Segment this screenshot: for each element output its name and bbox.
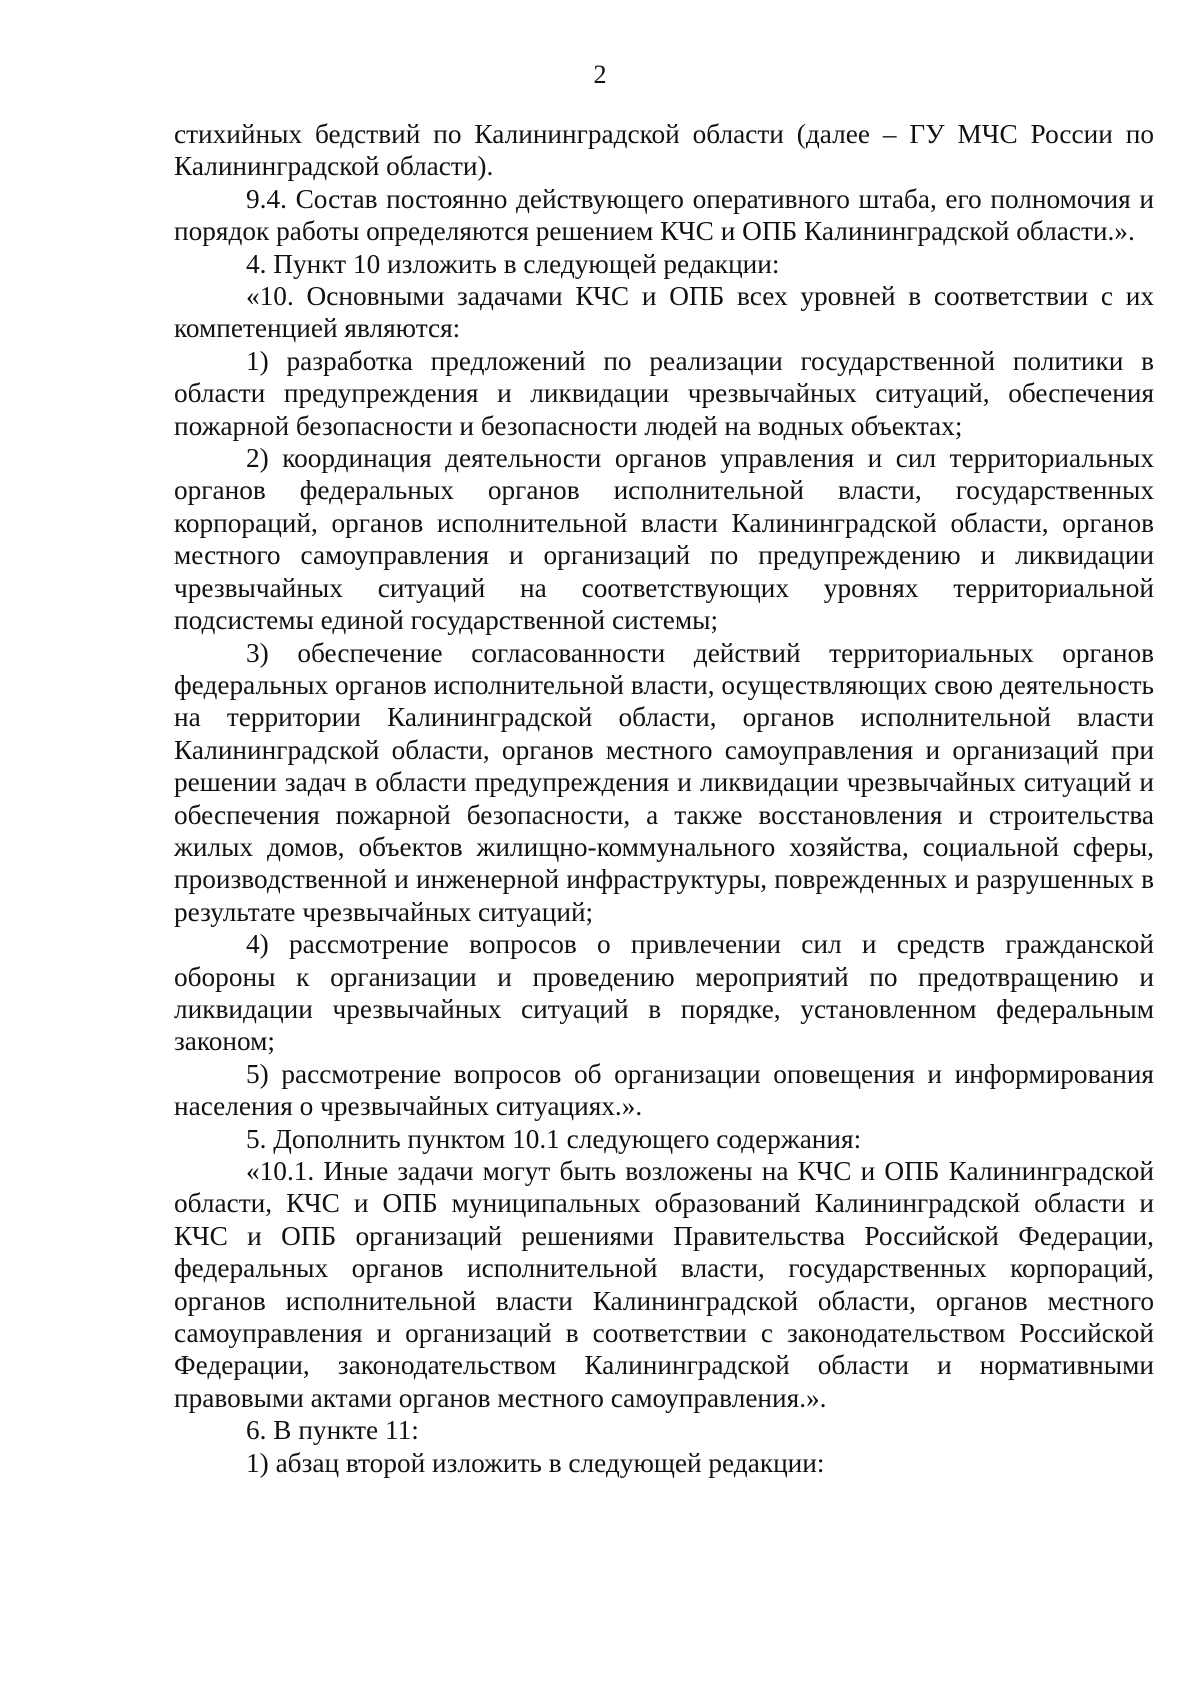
list-item-3: 3) обеспечение согласованности действий территориальных органов федеральных органов исполнительной власти, осуществляющих свою деятельность на территории Калининградской области, органов исполнительной власти Калининградской области, органов местного самоуправления и организаций при решении задач в области предупреждения и ликвидации чрезвычайных ситуаций и обеспечения пожарной безопасности, а также восстановления и строительства жилых домов, объектов жилищно-коммунального хозяйства, социальной сферы, производственной и инженерной инфраструктуры, поврежденных и разрушенных в результате чрезвычайных ситуаций; bbox=[174, 637, 1154, 927]
document-body bbox=[174, 118, 1154, 1479]
page-number: 2 bbox=[593, 60, 607, 89]
list-item-5: 5) рассмотрение вопросов об организации оповещения и информирования населения о чрезвычайных ситуациях.». bbox=[174, 1058, 1154, 1122]
paragraph-item-6: 6. В пункте 11: bbox=[246, 1415, 419, 1446]
paragraph-9-4: 9.4. Состав постоянно действующего оперативного штаба, его полномочия и порядок работы определяются решением КЧС и ОПБ Калининградской области.». bbox=[174, 183, 1154, 247]
paragraph-continuation: стихийных бедствий по Калининградской области (далее – ГУ МЧС России по Калининградской области). bbox=[174, 119, 1154, 182]
paragraph-item-5: 5. Дополнить пунктом 10.1 следующего содержания: bbox=[246, 1123, 862, 1154]
list-item-2: 2) координация деятельности органов управления и сил территориальных органов федеральных органов исполнительной власти, государственных корпораций, органов исполнительной власти Калининградской области, органов местного самоуправления и организаций по предупреждению и ликвидации чрезвычайных ситуаций на соответствующих уровнях территориальной подсистемы единой государственной системы; bbox=[174, 443, 1154, 636]
paragraph-item-4: 4. Пункт 10 изложить в следующей редакции: bbox=[246, 248, 780, 279]
list-item-1: 1) разработка предложений по реализации государственной политики в области предупреждения и ликвидации чрезвычайных ситуаций, обеспечения пожарной безопасности и безопасности людей на водных объектах; bbox=[174, 345, 1154, 441]
paragraph-item-6-sub-1: 1) абзац второй изложить в следующей редакции: bbox=[246, 1447, 825, 1478]
list-item-4: 4) рассмотрение вопросов о привлечении сил и средств гражданской обороны к организации и проведению мероприятий по предотвращению и ликвидации чрезвычайных ситуаций в порядке, установленном федеральным законом; bbox=[174, 929, 1154, 1057]
paragraph-10-1: «10.1. Иные задачи могут быть возложены на КЧС и ОПБ Калининградской области, КЧС и ОПБ муниципальных образований Калининградской области и КЧС и ОПБ организаций решениями Правительства Российской Федерации, федеральных органов исполнительной власти, государственных корпораций, органов исполнительной власти Калининградской области, органов местного самоуправления и организаций в соответствии с законодательством Российской Федерации, законодательством Калининградской области и нормативными правовыми актами органов местного самоуправления.». bbox=[174, 1156, 1154, 1413]
paragraph-10-intro: «10. Основными задачами КЧС и ОПБ всех уровней в соответствии с их компетенцией являются: bbox=[174, 281, 1154, 344]
